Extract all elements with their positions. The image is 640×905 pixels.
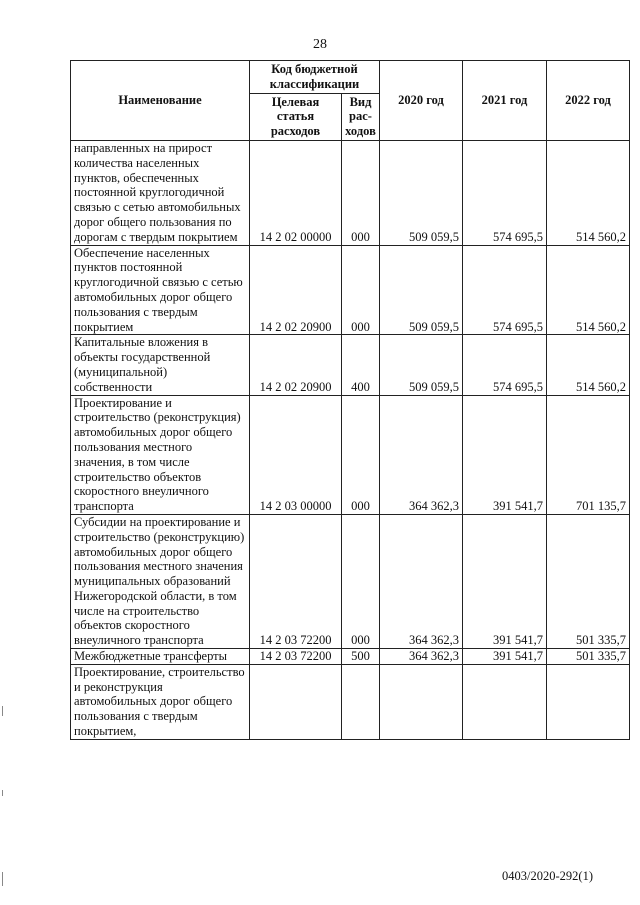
row-name: Капитальные вложения в объекты государственной (муниципальной) собственности	[71, 335, 250, 395]
header-2022: 2022 год	[547, 61, 630, 141]
header-2020: 2020 год	[380, 61, 463, 141]
row-value-2020: 364 362,3	[380, 649, 463, 665]
row-value-2021: 391 541,7	[463, 514, 547, 648]
table-row	[71, 335, 630, 395]
row-value-2021: 574 695,5	[463, 335, 547, 395]
header-name: Наименование	[71, 61, 250, 141]
row-value-2022: 501 335,7	[547, 514, 630, 648]
row-target-code: 14 2 03 00000	[250, 395, 342, 514]
table-row	[71, 664, 630, 739]
table-row	[71, 245, 630, 335]
row-value-2021: 391 541,7	[463, 395, 547, 514]
row-value-2022: 701 135,7	[547, 395, 630, 514]
row-value-2022	[547, 664, 630, 739]
row-value-2022: 514 560,2	[547, 335, 630, 395]
row-value-2022: 514 560,2	[547, 140, 630, 245]
header-expense-type: Вид рас-ходов	[342, 93, 380, 140]
row-expense-type: 000	[342, 514, 380, 648]
row-target-code: 14 2 02 20900	[250, 335, 342, 395]
row-value-2021: 574 695,5	[463, 245, 547, 335]
row-value-2020: 364 362,3	[380, 395, 463, 514]
row-value-2020: 364 362,3	[380, 514, 463, 648]
row-name: Проектирование и строительство (реконструкция) автомобильных дорог общего пользования местного значения, в том числе строительство объектов скоростного внеуличного транспорта	[71, 395, 250, 514]
budget-table	[70, 60, 630, 740]
header-budget-code-group: Код бюджетной классификации	[250, 61, 380, 94]
row-expense-type: 000	[342, 245, 380, 335]
row-value-2021	[463, 664, 547, 739]
row-name: Субсидии на проектирование и строительство (реконструкцию) автомобильных дорог общего пользования местного значения муниципальных образований Нижегородской области, в том числе на строительство объектов скоростного внеуличного транспорта	[71, 514, 250, 648]
row-expense-type: 400	[342, 335, 380, 395]
row-value-2021: 574 695,5	[463, 140, 547, 245]
row-value-2022: 514 560,2	[547, 245, 630, 335]
row-value-2020: 509 059,5	[380, 335, 463, 395]
row-expense-type	[342, 664, 380, 739]
row-name: Проектирование, строительство и реконструкция автомобильных дорог общего пользования с твердым покрытием,	[71, 664, 250, 739]
row-target-code: 14 2 03 72200	[250, 514, 342, 648]
row-value-2020: 509 059,5	[380, 245, 463, 335]
row-name: Межбюджетные трансферты	[71, 649, 250, 665]
row-expense-type: 000	[342, 395, 380, 514]
table-row	[71, 514, 630, 648]
row-target-code: 14 2 02 00000	[250, 140, 342, 245]
row-target-code	[250, 664, 342, 739]
table-header-row	[71, 61, 630, 94]
row-value-2021: 391 541,7	[463, 649, 547, 665]
document-code: 0403/2020-292(1)	[502, 869, 593, 883]
row-target-code: 14 2 03 72200	[250, 649, 342, 665]
row-name: направленных на прирост количества населенных пунктов, обеспеченных постоянной круглогодичной связью с сетью автомобильных дорог общего пользования по дорогам с твердым покрытием	[71, 140, 250, 245]
row-value-2020: 509 059,5	[380, 140, 463, 245]
row-name: Обеспечение населенных пунктов постоянной круглогодичной связью с сетью автомобильных дорог общего пользования с твердым покрытием	[71, 245, 250, 335]
header-target-article: Целевая статья расходов	[250, 93, 342, 140]
row-expense-type: 500	[342, 649, 380, 665]
page-number: 28	[313, 37, 327, 52]
row-value-2022: 501 335,7	[547, 649, 630, 665]
row-expense-type: 000	[342, 140, 380, 245]
margin-mark	[2, 872, 3, 886]
header-2021: 2021 год	[463, 61, 547, 141]
row-target-code: 14 2 02 20900	[250, 245, 342, 335]
table-row	[71, 649, 630, 665]
margin-mark	[2, 790, 3, 796]
row-value-2020	[380, 664, 463, 739]
margin-mark	[2, 706, 3, 716]
table-row	[71, 140, 630, 245]
table-row	[71, 395, 630, 514]
